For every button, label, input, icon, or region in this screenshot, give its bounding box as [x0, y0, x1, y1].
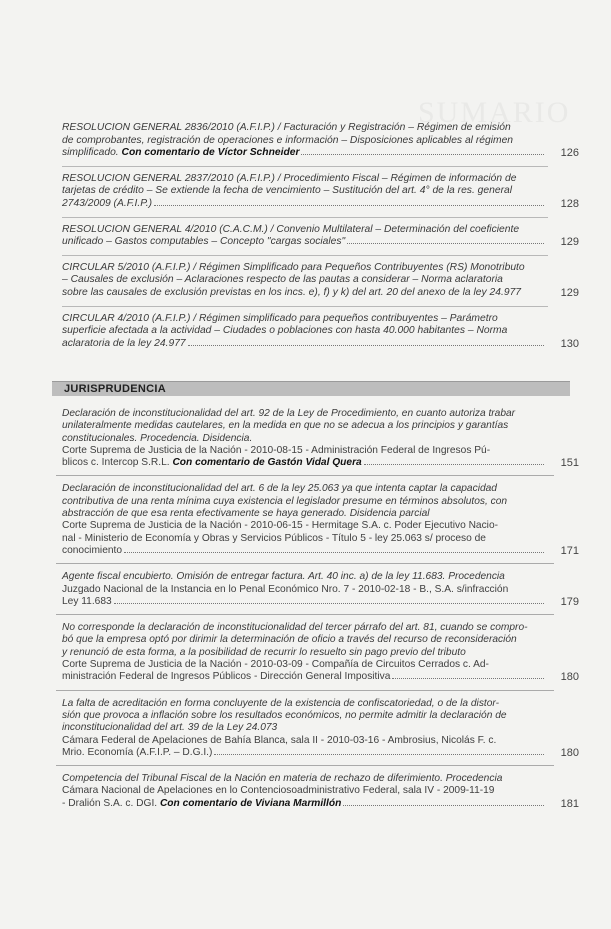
entry-last-line	[62, 798, 548, 810]
dot-leader	[301, 154, 544, 155]
court-line: Cámara Federal de Apelaciones de Bahía Blanca, sala II - 2010-03-16 - Ambrosius, Nicolás F. c.	[62, 734, 497, 746]
entry-last-line	[62, 287, 548, 300]
case-summary-line: sión que provoca a inflación sobre los resultados económicos, no permite admitir la declaración de	[62, 709, 507, 721]
entry-line: RESOLUCION GENERAL 2837/2010 (A.F.I.P.) / Procedimiento Fiscal – Régimen de información de	[62, 172, 517, 184]
dot-leader	[154, 205, 544, 206]
page-number: 180	[560, 671, 579, 684]
entry-text: aclaratoria de la ley 24.977	[62, 337, 186, 349]
case-summary-line: abstracción de que esa renta efectivamente se haya generado. Disidencia parcial	[62, 508, 430, 520]
dot-leader	[347, 243, 544, 244]
entry-text: Ley 11.683	[62, 595, 112, 607]
divider	[62, 306, 548, 307]
court-line: Corte Suprema de Justicia de la Nación - 2010-06-15 - Hermitage S.A. c. Poder Ejecutivo Nacio-	[62, 520, 499, 532]
case-summary-line: bó que la empresa optó por dirimir la determinación de oficio a través del recurso de reconsideración	[62, 634, 517, 646]
case-entry	[62, 483, 579, 557]
commentary-author: Con comentario de Víctor Schneider	[121, 147, 300, 159]
dot-leader	[114, 603, 544, 604]
entry-text: simplificado.	[62, 147, 119, 159]
entry-last-line	[62, 596, 548, 608]
page-number: 126	[560, 147, 579, 160]
watermark: SUMARIO	[418, 96, 571, 129]
page-number: 171	[560, 544, 579, 557]
entry-last-line	[62, 671, 548, 683]
case-summary-line: unilateralmente medidas cautelares, en la medida en que no se adecua a los principios y garantías	[62, 420, 509, 432]
entry-line: CIRCULAR 4/2010 (A.F.I.P.) / Régimen simplificado para pequeños contribuyentes – Parámetro	[62, 312, 498, 324]
entry-line: superficie afectada a la actividad – Ciudades o poblaciones con hasta 40.000 habitantes – Norma	[62, 325, 508, 337]
entry-text: conocimiento	[62, 544, 123, 556]
case-summary-line: Declaración de inconstitucionalidad del art. 6 de la ley 25.063 ya que intenta captar la capacidad	[62, 483, 497, 495]
case-summary-line: No corresponde la declaración de inconstitucionalidad del tercer párrafo del art. 81, cuando se compro-	[62, 622, 528, 634]
case-summary-line: inconstitucionalidad del art. 39 de la Ley 24.073	[62, 722, 278, 734]
page-number: 151	[560, 457, 579, 470]
page-number: 181	[560, 797, 579, 810]
divider	[56, 614, 554, 615]
resolution-entry	[62, 261, 579, 300]
resolution-entry	[62, 312, 579, 351]
case-summary-line: Competencia del Tribunal Fiscal de la Nación en materia de rechazo de diferimiento. Procedencia	[62, 773, 503, 785]
entry-last-line	[62, 545, 548, 557]
court-line: nal - Ministerio de Economía y Obras y Servicios Públicos - Título 5 - ley 25.063 s/ proceso de	[62, 532, 486, 544]
entry-text: 2743/2009 (A.F.I.P.)	[62, 197, 153, 209]
cases-list	[62, 408, 579, 810]
entry-last-line	[62, 236, 548, 249]
entry-line: CIRCULAR 5/2010 (A.F.I.P.) / Régimen Simplificado para Pequeños Contribuyentes (RS) Monotributo	[62, 261, 525, 273]
entry-line: RESOLUCION GENERAL 4/2010 (C.A.C.M.) / Convenio Multilateral – Determinación del coeficiente	[62, 223, 520, 235]
case-summary-line: constitucionales. Procedencia. Disidencia.	[62, 432, 253, 444]
resolutions-list	[62, 122, 579, 350]
resolution-entry	[62, 172, 579, 211]
entry-text: unificado – Gastos computables – Concepto "cargas sociales"	[62, 236, 346, 248]
dot-leader	[364, 464, 544, 465]
commentary-author: Con comentario de Viviana Marmillón	[159, 797, 342, 809]
court-line: Corte Suprema de Justicia de la Nación - 2010-08-15 - Administración Federal de Ingresos Pú-	[62, 444, 491, 456]
case-summary-line: Agente fiscal encubierto. Omisión de entregar factura. Art. 40 inc. a) de la ley 11.683. Procedencia	[62, 571, 505, 583]
dot-leader	[188, 345, 544, 346]
divider	[62, 217, 548, 218]
section-banner	[52, 381, 570, 396]
case-entry	[62, 571, 579, 608]
entry-last-line	[62, 198, 548, 211]
dot-leader	[124, 552, 544, 553]
entry-last-line	[62, 747, 548, 759]
entry-line: – Causales de exclusión – Aclaraciones respecto de las pautas a considerar – Norma aclaratoria	[62, 274, 503, 286]
page-number: 128	[560, 197, 579, 210]
dot-leader	[343, 805, 544, 806]
case-entry	[62, 697, 579, 759]
case-summary-line: Declaración de inconstitucionalidad del art. 92 de la Ley de Procedimiento, en cuanto autoriza trabar	[62, 408, 516, 419]
entry-line: tarjetas de crédito – Se extiende la fecha de vencimiento – Sustitución del art. 4° de la res. general	[62, 185, 513, 197]
entry-text: Mrio. Economía (A.F.I.P. – D.G.I.)	[62, 746, 213, 758]
entry-text: - Dralión S.A. c. DGI.	[62, 797, 158, 809]
divider	[56, 563, 554, 564]
page-number: 129	[560, 286, 579, 299]
court-line: Cámara Nacional de Apelaciones en lo Contenciosoadministrativo Federal, sala IV - 2009-11-19	[62, 785, 495, 797]
dot-leader	[392, 678, 544, 679]
section-title: JURISPRUDENCIA	[64, 383, 166, 395]
page-number: 180	[560, 746, 579, 759]
case-summary-line: La falta de acreditación en forma concluyente de la existencia de confiscatoriedad, o de la distor-	[62, 697, 500, 709]
resolution-entry	[62, 122, 579, 160]
court-line: Juzgado Nacional de la Instancia en lo Penal Económico Nro. 7 - 2010-02-18 - B., S.A. s/infracción	[62, 583, 509, 595]
entry-line: RESOLUCION GENERAL 2836/2010 (A.F.I.P.) / Facturación y Registración – Régimen de emisión	[62, 122, 511, 133]
entry-text: blicos c. Intercop S.R.L.	[62, 457, 170, 469]
divider	[56, 765, 554, 766]
entry-text: ministración Federal de Ingresos Públicos - Dirección General Impositiva	[62, 671, 391, 683]
case-entry	[62, 773, 579, 810]
dot-leader	[214, 754, 544, 755]
case-summary-line: y renunció de esta forma, a la posibilidad de recurrir lo resuelto sin pago previo del tributo	[62, 646, 466, 658]
case-entry	[62, 622, 579, 684]
entry-last-line	[62, 457, 548, 469]
entry-last-line	[62, 147, 548, 160]
divider	[62, 255, 548, 256]
court-line: Corte Suprema de Justicia de la Nación - 2010-03-09 - Compañía de Circuitos Cerrados c. Ad-	[62, 659, 489, 671]
divider	[62, 166, 548, 167]
case-summary-line: contributiva de una renta mínima cuya existencia el legislador presume en términos absolutos, con	[62, 495, 508, 507]
entry-text: sobre las causales de exclusión previstas en los incs. e), f) y k) del art. 20 del anexo de la ley 24.977	[62, 286, 522, 298]
page-number: 179	[560, 595, 579, 608]
resolution-entry	[62, 223, 579, 249]
case-entry	[62, 408, 579, 470]
page-number: 130	[560, 337, 579, 350]
divider	[56, 475, 554, 476]
divider	[56, 690, 554, 691]
entry-line: de comprobantes, registración de operaciones e información – Disposiciones aplicables al régimen	[62, 134, 514, 146]
entry-last-line	[62, 338, 548, 351]
commentary-author: Con comentario de Gastón Vidal Quera	[172, 457, 362, 469]
page-number: 129	[560, 236, 579, 249]
